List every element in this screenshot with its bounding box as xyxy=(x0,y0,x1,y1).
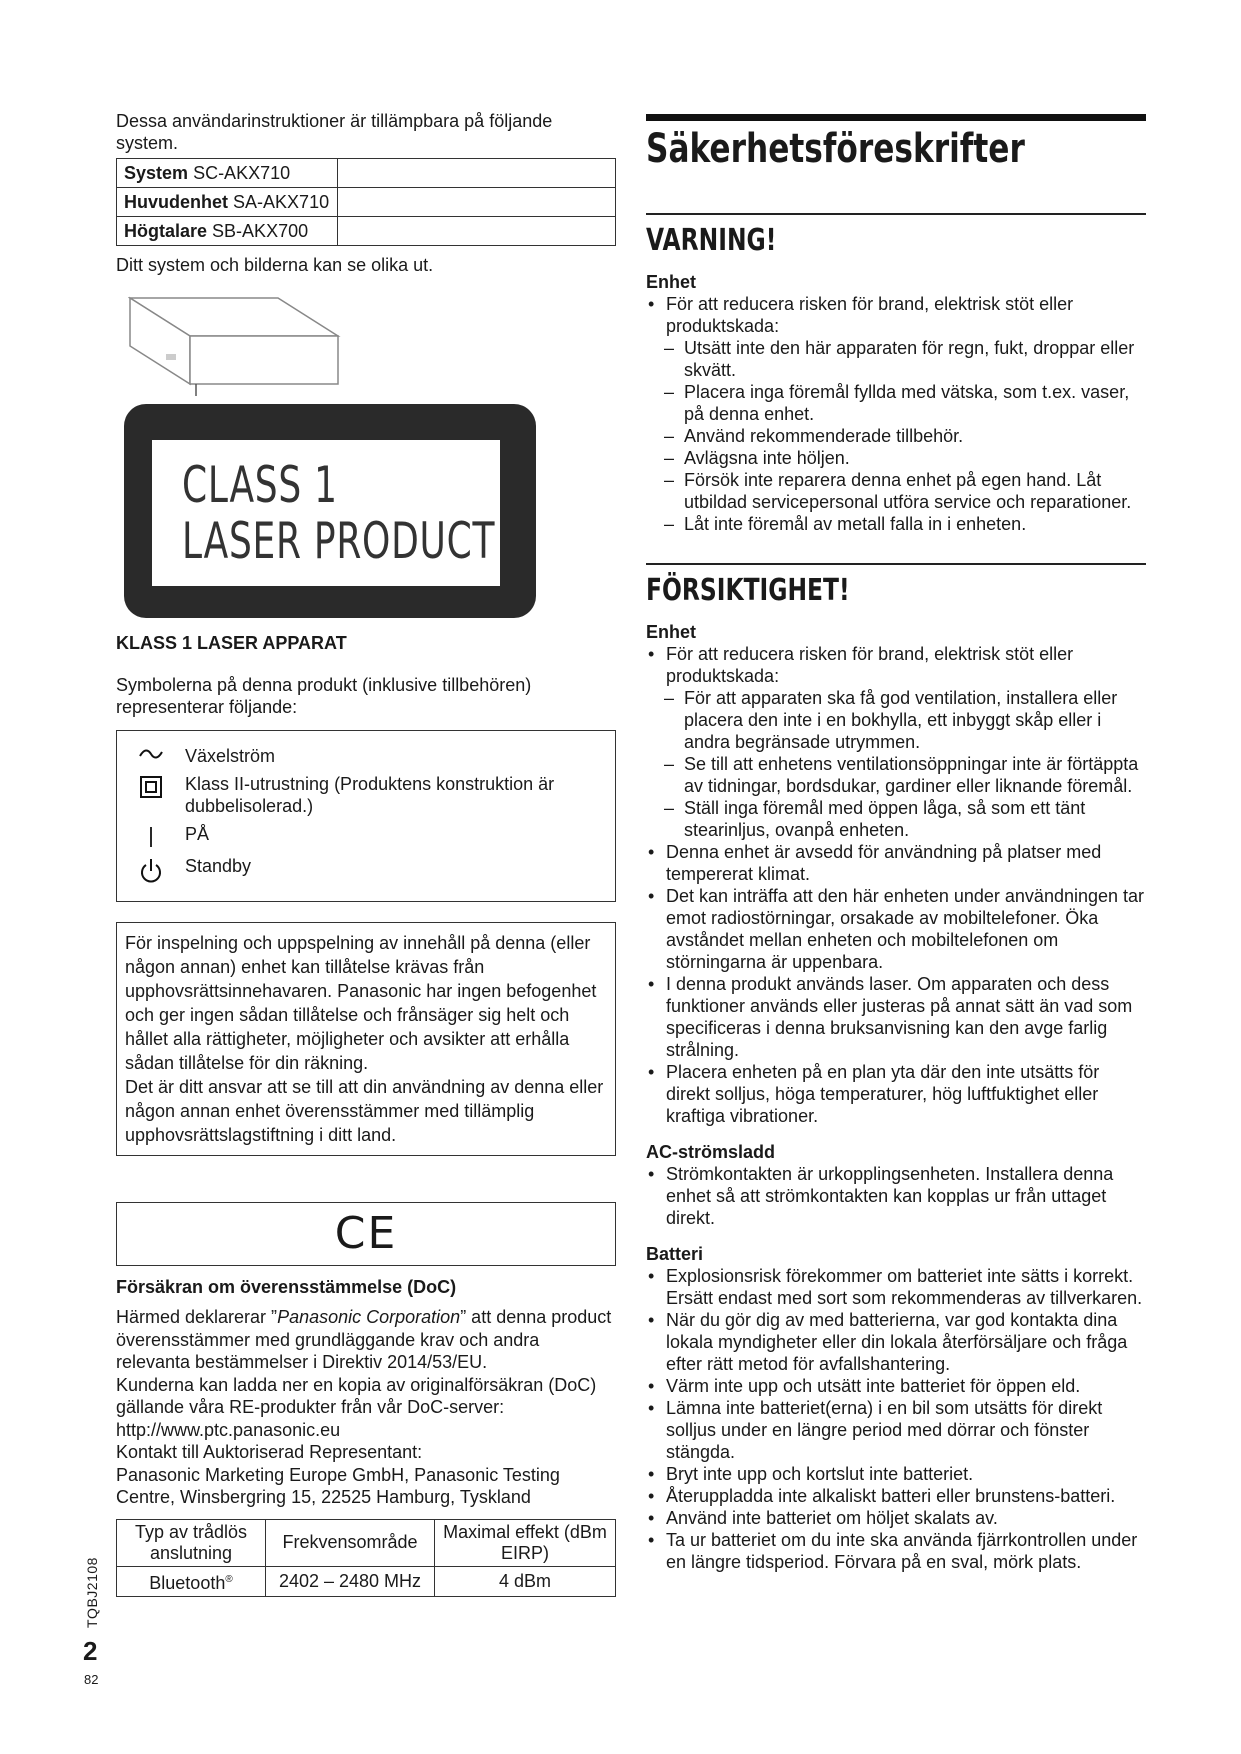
system-note: Ditt system och bilderna kan se olika ut. xyxy=(116,255,434,275)
list-item: • När du gör dig av med batterierna, var god kontakta dina lokala myndigheter eller din lokala återförsäljare och fråga efter rätt metod för avfallshantering. xyxy=(646,1309,1146,1375)
list-item: PÅ xyxy=(117,823,615,849)
doc-declaration: Härmed deklarerar ”Panasonic Corporation” att denna product överensstämmer med grundläggande krav och andra relevanta bestämmelser i Direktiv 2014/53/EU. xyxy=(116,1307,612,1372)
doc-code: TQBJ2108 xyxy=(84,1557,100,1628)
laser-line2: LASER PRODUCT xyxy=(182,512,496,570)
device-illustration xyxy=(128,296,348,396)
list-item: • Ta ur batteriet om du inte ska använda fjärrkontrollen under en längre tidsperiod. Förvara på en sval, mörk plats. xyxy=(646,1529,1146,1573)
page-number: 2 xyxy=(83,1636,98,1666)
list-item: • Värm inte upp och utsätt inte batteriet för öppen eld. xyxy=(646,1375,1146,1397)
copyright-box xyxy=(116,922,616,1156)
table-row xyxy=(117,217,616,246)
list-item: – För att apparaten ska få god ventilation, installera eller placera den inte i en bokhylla, ett inbyggt skåp eller i andra begränsade utrymmen. xyxy=(646,687,1146,753)
symbols-intro: Symbolerna på denna produkt (inklusive tillbehören) representerar följande: xyxy=(116,675,532,717)
list-item: • För att reducera risken för brand, elektrisk stöt eller produktskada: xyxy=(646,293,1146,337)
system-label: Högtalare xyxy=(124,221,208,241)
rf-header: Maximal effekt (dBm EIRP) xyxy=(435,1519,616,1566)
applies-text: Dessa användarinstruktioner är tillämpbara på följande system. xyxy=(116,111,553,153)
system-model: SA-AKX710 xyxy=(233,192,330,212)
warning-section: Enhet xyxy=(646,272,697,292)
laser-caption: KLASS 1 LASER APPARAT xyxy=(116,633,347,653)
list-item: • För att reducera risken för brand, elektrisk stöt eller produktskada: xyxy=(646,643,1146,687)
list-item: – Utsätt inte den här apparaten för regn, fukt, droppar eller skvätt. xyxy=(646,337,1146,381)
list-item: Växelström xyxy=(117,745,615,767)
page-sub-number: 82 xyxy=(84,1672,99,1687)
rf-type: Bluetooth xyxy=(149,1572,226,1593)
list-item: – Låt inte föremål av metall falla in i enheten. xyxy=(646,513,1146,535)
system-table xyxy=(116,158,616,246)
laser-illustration xyxy=(116,296,536,618)
caution-heading: FÖRSIKTIGHET! xyxy=(646,573,850,608)
divider xyxy=(646,563,1146,565)
symbols-box xyxy=(116,730,616,902)
list-item: • I denna produkt används laser. Om apparaten och dess funktioner används eller justeras på annat sätt än vad som specificeras i denna bruksanvisning kan den avge farlig strålning. xyxy=(646,973,1146,1061)
system-model: SC-AKX710 xyxy=(193,163,291,183)
list-item: – Se till att enhetens ventilationsöppningar inte är förtäppta av tidningar, bordsdukar, gardiner eller liknande föremål. xyxy=(646,753,1146,797)
page-title: Säkerhetsföreskrifter xyxy=(646,126,1025,172)
right-column xyxy=(646,114,1146,1573)
list-item: Klass II-utrustning (Produktens konstruktion är dubbelisolerad.) xyxy=(117,773,615,817)
warning-heading: VARNING! xyxy=(646,223,777,258)
list-item: • Placera enheten på en plan yta där den inte utsätts för direkt solljus, höga temperaturer, hög luftfuktighet eller kraftiga vibrationer. xyxy=(646,1061,1146,1127)
ce-box xyxy=(116,1202,616,1266)
laser-class-label xyxy=(124,404,536,618)
copyright-para2: Det är ditt ansvar att se till att din användning av denna eller någon annan enhet överensstämmer med tillämplig upphovsrättslagstiftning i ditt land. xyxy=(125,1077,604,1145)
list-item: – Avlägsna inte höljen. xyxy=(646,447,1146,469)
list-item: • Explosionsrisk förekommer om batteriet inte sätts i korrekt. Ersätt endast med sort som rekommenderas av tillverkaren. xyxy=(646,1265,1146,1309)
system-model: SB-AKX700 xyxy=(212,221,309,241)
list-item: • Det kan inträffa att den här enheten under användningen tar emot radiostörningar, orsakade av mobiltelefoner. Öka avståndet mellan enheten och mobiltelefonen om störningarna är uppenbara. xyxy=(646,885,1146,973)
title-rule xyxy=(646,114,1146,121)
doc-download: Kunderna kan ladda ner en kopia av originalförsäkran (DoC) gällande våra RE-produkter från vår DoC-server: xyxy=(116,1374,597,1417)
list-item: • Bryt inte upp och kortslut inte batteriet. xyxy=(646,1463,1146,1485)
battery-section: Batteri xyxy=(646,1244,704,1264)
list-item: Standby xyxy=(117,855,615,885)
system-label: Huvudenhet xyxy=(124,192,229,212)
ac-section: AC-strömsladd xyxy=(646,1142,776,1162)
list-item: – Ställ inga föremål med öppen låga, så som ett tänt stearinljus, ovanpå enheten. xyxy=(646,797,1146,841)
contact-label: Kontakt till Auktoriserad Representant: xyxy=(116,1442,423,1462)
ac-icon xyxy=(138,747,164,761)
registered-mark: ® xyxy=(225,1573,233,1585)
table-row xyxy=(117,159,616,188)
list-item: • Återuppladda inte alkaliskt batteri eller brunstens-batteri. xyxy=(646,1485,1146,1507)
table-row xyxy=(117,1519,616,1566)
divider xyxy=(646,213,1146,215)
rf-header: Frekvensområde xyxy=(266,1519,435,1566)
rf-header: Typ av trådlös anslutning xyxy=(117,1519,266,1566)
power-on-icon xyxy=(146,825,156,849)
doc-url[interactable]: http://www.ptc.panasonic.eu xyxy=(116,1419,341,1440)
list-item: – Använd rekommenderade tillbehör. xyxy=(646,425,1146,447)
rf-freq: 2402 – 2480 MHz xyxy=(266,1566,435,1596)
list-item: – Placera inga föremål fyllda med vätska, som t.ex. vaser, på denna enhet. xyxy=(646,381,1146,425)
list-item: • Använd inte batteriet om höljet skalats av. xyxy=(646,1507,1146,1529)
class-ii-icon xyxy=(139,775,163,799)
left-column xyxy=(116,110,616,1597)
contact-address: Panasonic Marketing Europe GmbH, Panasonic Testing Centre, Winsbergring 15, 22525 Hamburg, Tyskland xyxy=(116,1464,560,1507)
laser-line1: CLASS 1 xyxy=(182,456,338,514)
list-item: • Strömkontakten är urkopplingsenheten. Installera denna enhet så att strömkontakten kan kopplas ur från uttaget direkt. xyxy=(646,1163,1146,1229)
list-item: • Denna enhet är avsedd för användning på platser med tempererat klimat. xyxy=(646,841,1146,885)
system-label: System xyxy=(124,163,189,183)
copyright-para1: För inspelning och uppspelning av innehåll på denna (eller någon annan) enhet kan tillåtelse krävas från upphovsrättsinnehavaren. Panasonic har ingen befogenhet och ger ingen sådan tillåtelse och frånsäger sig helt och hållet alla rättigheter, möjligheter och avsikter att erhålla sådan tillåtelse för din räkning. xyxy=(125,933,597,1073)
standby-icon xyxy=(138,857,164,885)
list-item: – Försök inte reparera denna enhet på egen hand. Låt utbildad servicepersonal utföra service och reparationer. xyxy=(646,469,1146,513)
list-item: • Lämna inte batteriet(erna) i en bil som utsätts för direkt solljus under en längre period med dörrar och fönster stängda. xyxy=(646,1397,1146,1463)
ce-mark: CE xyxy=(334,1208,398,1259)
rf-power: 4 dBm xyxy=(435,1566,616,1596)
table-row xyxy=(117,188,616,217)
rf-table xyxy=(116,1519,616,1597)
caution-unit-section: Enhet xyxy=(646,622,697,642)
table-row xyxy=(117,1566,616,1596)
doc-title: Försäkran om överensstämmelse (DoC) xyxy=(116,1277,457,1297)
